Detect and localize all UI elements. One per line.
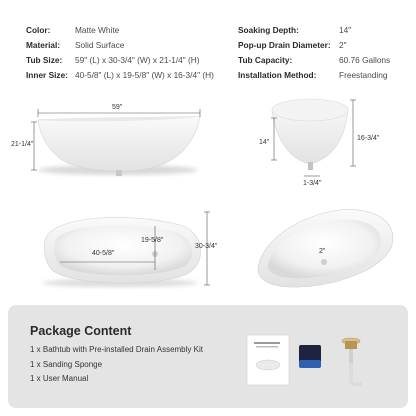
drain-diameter-label: 2" [319,248,326,255]
package-content-panel [8,305,408,408]
package-item-bathtub: 1 x Bathtub with Pre-installed Drain Assembly Kit [30,345,203,354]
inner-width-label: 19-5/8" [141,237,164,244]
inner-height-label: 16-3/4" [357,135,380,142]
bathtub-end-view-icon [272,99,348,170]
bathtub-top-view-icon [42,217,201,287]
height-label: 21-1/4" [11,141,34,148]
inner-height-dimension [350,100,356,166]
width-label: 30-3/4" [195,243,218,250]
package-title: Package Content [30,324,132,338]
bathtub-side-view-icon [38,116,200,176]
package-item-sponge: 1 x Sanding Sponge [30,360,103,369]
length-label: 59" [112,104,123,111]
bathtub-angle-view-icon [258,210,393,287]
drain-offset-label: 1-3/4" [303,180,322,187]
soak-depth-label: 14" [259,139,270,146]
package-item-manual: 1 x User Manual [30,374,89,383]
inner-length-label: 40-5/8" [92,250,115,257]
